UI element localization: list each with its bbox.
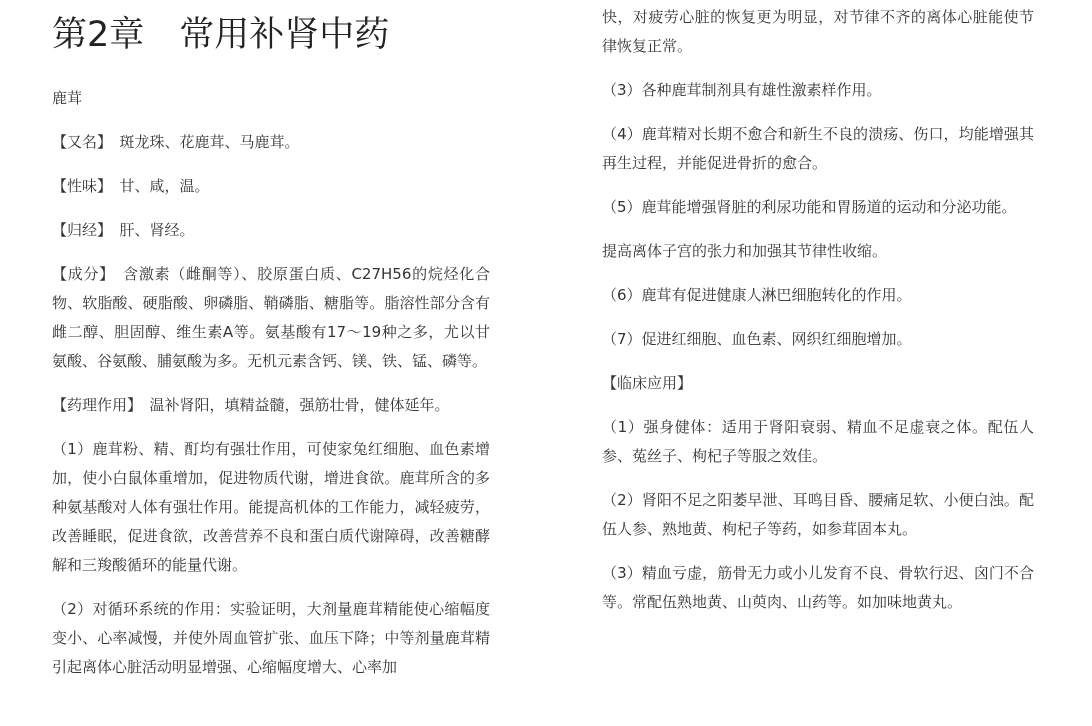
- alias-label: 【又名】: [52, 133, 105, 151]
- pharmacology-text: 温补肾阳，填精益髓，强筋壮骨，健体延年。: [134, 396, 450, 414]
- components-label: 【成分】: [52, 265, 108, 283]
- taste-paragraph: [52, 172, 490, 201]
- clinical-heading: 【临床应用】: [602, 374, 693, 392]
- pharmacology-item-6: （6）鹿茸有促进健康人淋巴细胞转化的作用。: [602, 286, 912, 304]
- pharmacology-item-5: （5）鹿茸能增强肾脏的利尿功能和胃肠道的运动和分泌功能。: [602, 198, 1017, 216]
- pharmacology-item-3: （3）各种鹿茸制剂具有雄性激素样作用。: [602, 81, 882, 99]
- pharmacology-item-1: （1）鹿茸粉、精、酊均有强壮作用，可使家兔红细胞、血色素增加，使小白鼠体重增加，促进物质代谢，增进食欲。鹿茸所含的多种氨基酸对人体有强壮作用。能提高机体的工作能力，减轻疲劳，改善睡眠，促进食欲，改善营养不良和蛋白质代谢障碍，改善糖酵解和三羧酸循环的能量代谢。: [52, 440, 490, 574]
- alias-text: 斑龙珠、花鹿茸、马鹿茸。: [104, 133, 300, 151]
- clinical-item-2: （2）肾阳不足之阳萎早泄、耳鸣目昏、腰痛足软、小便白浊。配伍人参、熟地黄、枸杞子等药，如参茸固本丸。: [602, 491, 1034, 538]
- taste-text: 甘、咸，温。: [104, 177, 210, 195]
- pharmacology-item-7: （7）促进红细胞、血色素、网织红细胞增加。: [602, 330, 912, 348]
- left-column: [52, 0, 490, 682]
- pharmacology-item-4: （4）鹿茸精对长期不愈合和新生不良的溃疡、伤口，均能增强其再生过程，并能促进骨折的愈合。: [602, 125, 1034, 172]
- meridian-paragraph: [52, 216, 490, 245]
- clinical-item-3: （3）精血亏虚，筋骨无力或小儿发育不良、骨软行迟、囟门不合等。常配伍熟地黄、山萸肉、山药等。如加味地黄丸。: [602, 564, 1034, 611]
- herb-name: 鹿茸: [52, 89, 83, 107]
- components-paragraph: [52, 260, 490, 376]
- meridian-text: 肝、肾经。: [104, 221, 195, 239]
- pharmacology-label: 【药理作用】: [52, 396, 135, 414]
- pharmacology-paragraph: [52, 391, 490, 420]
- components-text: 含激素（雌酮等）、胶原蛋白质、C27H56的烷烃化合物、软脂酸、硬脂酸、卵磷脂、鞘磷脂、糖脂等。脂溶性部分含有雌二醇、胆固醇、维生素A等。氨基酸有17～19种之多，尤以甘氨酸、谷氨酸、脯氨酸为多。无机元素含钙、镁、铁、锰、磷等。: [52, 265, 490, 370]
- pharmacology-item-5-extra: 提高离体子宫的张力和加强其节律性收缩。: [602, 242, 888, 260]
- pharmacology-item-2-continued: 快，对疲劳心脏的恢复更为明显，对节律不齐的离体心脏能使节律恢复正常。: [602, 8, 1034, 55]
- right-column: [602, 0, 1034, 617]
- meridian-label: 【归经】: [52, 221, 105, 239]
- taste-label: 【性味】: [52, 177, 105, 195]
- pharmacology-item-2: （2）对循环系统的作用：实验证明，大剂量鹿茸精能使心缩幅度变小、心率减慢，并使外周血管扩张、血压下降；中等剂量鹿茸精引起离体心脏活动明显增强、心缩幅度增大、心率加: [52, 600, 490, 676]
- clinical-item-1: （1）强身健体：适用于肾阳衰弱、精血不足虚衰之体。配伍人参、菟丝子、枸杞子等服之效佳。: [602, 418, 1034, 465]
- alias-paragraph: [52, 128, 490, 157]
- chapter-title: 第2章 常用补肾中药: [52, 15, 390, 55]
